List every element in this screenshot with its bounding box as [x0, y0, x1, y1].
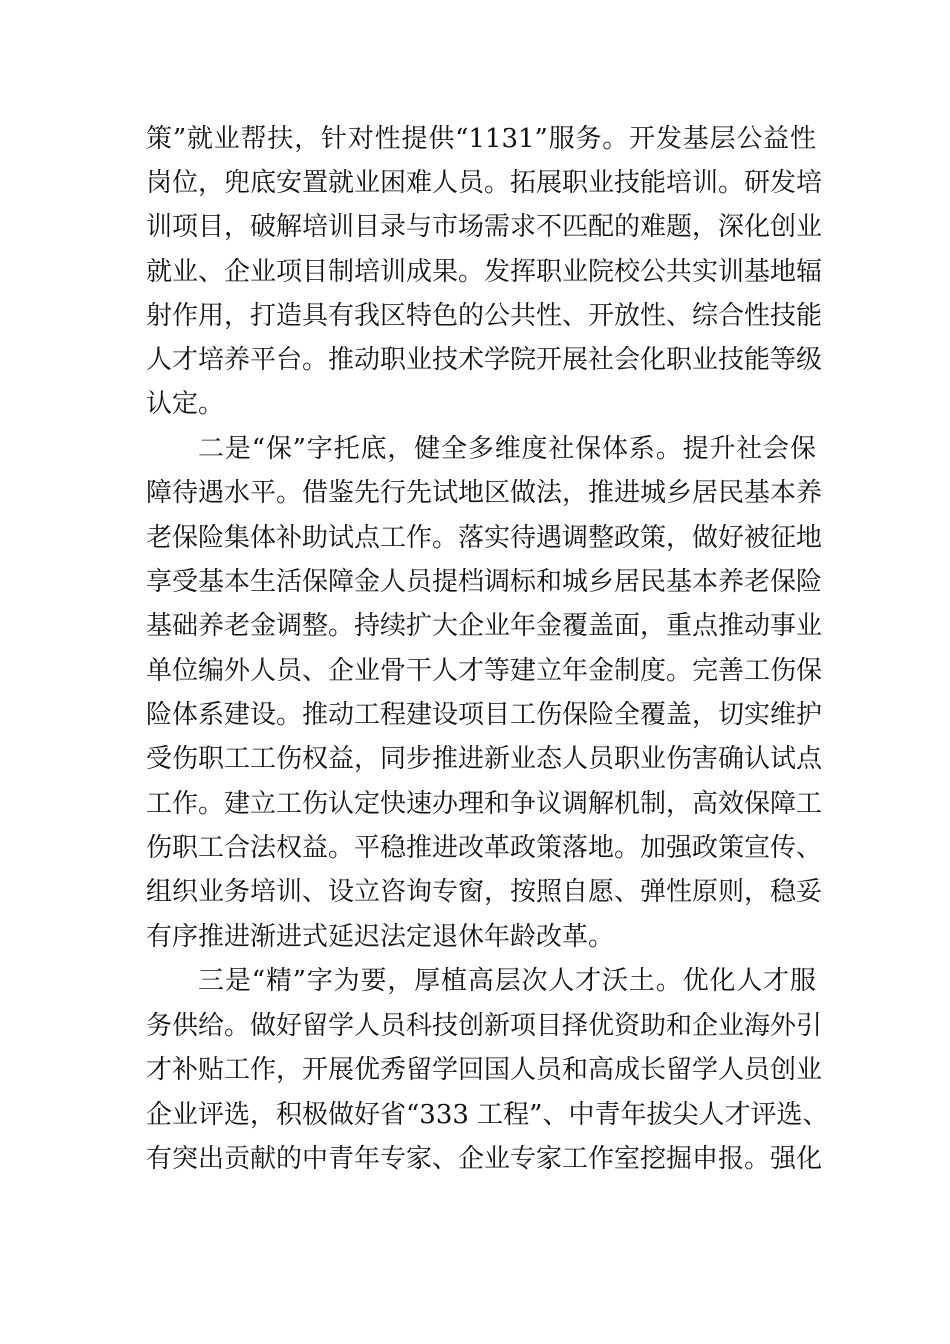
text-line: 享受基本生活保障金人员提档调标和城乡居民基本养老保险 — [146, 567, 823, 597]
text-line: 就业、企业项目制培训成果。发挥职业院校公共实训基地辐 — [146, 257, 823, 287]
text-line: 企业评选，积极做好省“333 工程”、中青年拔尖人才评选、 — [146, 1100, 829, 1130]
text-line: 务供给。做好留学人员科技创新项目择优资助和企业海外引 — [146, 1011, 823, 1041]
text-line: 老保险集体补助试点工作。落实待遇调整政策，做好被征地 — [146, 523, 823, 553]
text-line: 有突出贡献的中青年专家、企业专家工作室挖掘申报。强化 — [146, 1144, 823, 1174]
text-line: 单位编外人员、企业骨干人才等建立年金制度。完善工伤保 — [146, 656, 823, 686]
text-line: 才补贴工作，开展优秀留学回国人员和高成长留学人员创业 — [146, 1055, 823, 1085]
text-line: 基础养老金调整。持续扩大企业年金覆盖面，重点推动事业 — [146, 611, 823, 641]
text-line: 有序推进渐进式延迟法定退休年龄改革。 — [146, 922, 615, 952]
text-line: 伤职工合法权益。平稳推进改革政策落地。加强政策宣传、 — [146, 833, 823, 863]
text-line: 工作。建立工伤认定快速办理和争议调解机制，高效保障工 — [146, 789, 823, 819]
paragraph-start-line: 二是“保”字托底，健全多维度社保体系。提升社会保 — [198, 434, 816, 464]
text-line: 认定。 — [146, 389, 225, 419]
text-line: 险体系建设。推动工程建设项目工伤保险全覆盖，切实维护 — [146, 700, 823, 730]
text-line: 射作用，打造具有我区特色的公共性、开放性、综合性技能 — [146, 301, 823, 331]
text-line: 组织业务培训、设立咨询专窗，按照自愿、弹性原则，稳妥 — [146, 877, 823, 907]
text-line: 策”就业帮扶，针对性提供“1131”服务。开发基层公益性 — [146, 124, 816, 154]
paragraph-start-line: 三是“精”字为要，厚植高层次人才沃土。优化人才服 — [198, 966, 816, 996]
text-line: 岗位，兜底安置就业困难人员。拓展职业技能培训。研发培 — [146, 168, 823, 198]
text-line: 障待遇水平。借鉴先行先试地区做法，推进城乡居民基本养 — [146, 478, 823, 508]
text-line: 训项目，破解培训目录与市场需求不匹配的难题，深化创业 — [146, 212, 823, 242]
text-line: 受伤职工工伤权益，同步推进新业态人员职业伤害确认试点 — [146, 744, 823, 774]
text-line: 人才培养平台。推动职业技术学院开展社会化职业技能等级 — [146, 345, 823, 375]
